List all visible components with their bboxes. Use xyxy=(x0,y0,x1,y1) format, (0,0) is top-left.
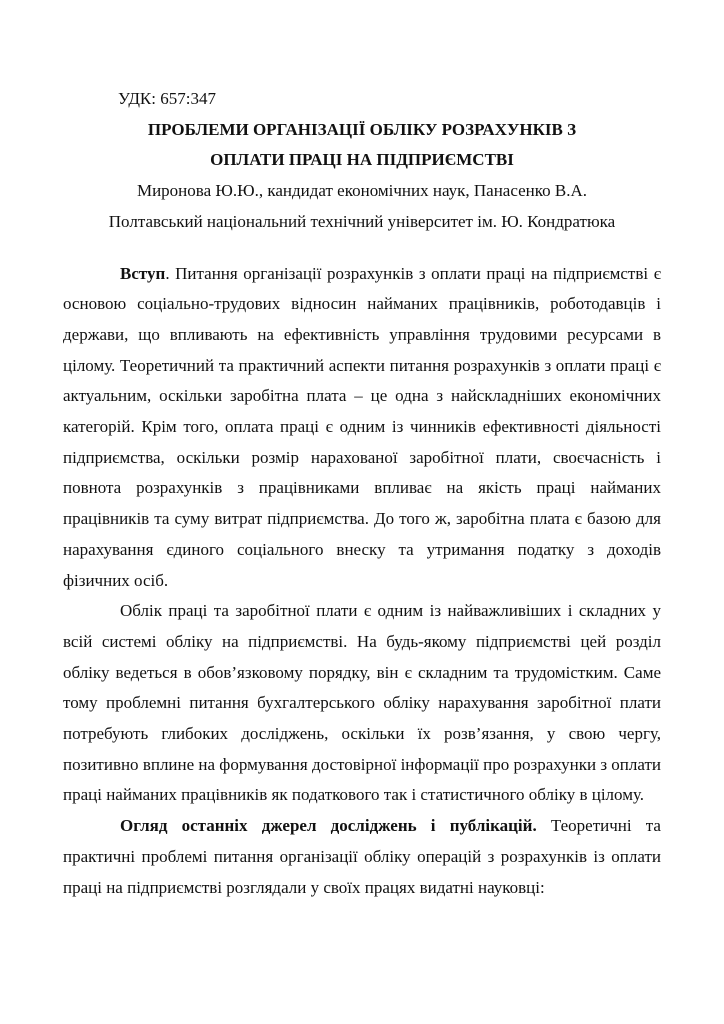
paragraph-accounting-text: Облік праці та заробітної плати є одним із найважливіших і складних у всій системі обліку на підприємстві. На будь-якому підприємстві цей розділ обліку ведеться в обов’язковому порядку, він є складним та трудомістким. Саме тому проблемні питання бухгалтерського обліку нарахування заробітної плати потребують глибоких досліджень, оскільки їх розв’язання, у свою чергу, позитивно вплине на формування достовірної інформації про розрахунки з оплати праці найманих працівників як податкового так і статистичного обліку в цілому. xyxy=(63,601,661,805)
paper-title-line1: ПРОБЛЕМИ ОРГАНІЗАЦІЇ ОБЛІКУ РОЗРАХУНКІВ З xyxy=(147,119,577,139)
paragraph-literature-review-text: Теоретичні та практичні проблемі питання організації обліку операцій з розрахунків із оплати праці на підприємстві розглядали у своїх працях видатні науковці: xyxy=(63,816,661,897)
paragraph-intro-text: . Питання організації розрахунків з оплати праці на підприємстві є основою соціально-трудових відносин найманих працівників, роботодавців і держави, що впливають на ефективність управління трудовими ресурсами в цілому. Теоретичний та практичний аспекти питання розрахунків з оплати праці є актуальним, оскільки заробітна плата – це одна з найскладніших економічних категорій. Крім того, оплата праці є одним із чинників ефективності діяльності підприємства, оскільки розмір нарахованої заробітної плати, своєчасність і повнота розрахунків з працівниками впливає на якість праці найманих працівників та суму витрат підприємства. До того ж, заробітна плата є базою для нарахування єдиного соціального внеску та утримання податку з доходів фізичних осіб. xyxy=(63,263,661,590)
paragraph-accounting xyxy=(63,596,661,811)
paragraph-intro xyxy=(63,259,661,597)
paper-title xyxy=(63,115,661,176)
authors-line: Миронова Ю.Ю., кандидат економічних наук, Панасенко В.А. xyxy=(136,181,588,201)
paragraph-intro-lead: Вступ xyxy=(120,263,166,283)
paragraph-literature-review xyxy=(63,811,661,903)
article-body xyxy=(63,259,661,904)
affiliation-line: Полтавський національний технічний університет ім. Ю. Кондратюка xyxy=(108,211,616,231)
udc-line: УДК: 657:347 xyxy=(118,89,216,108)
paper-title-line2: ОПЛАТИ ПРАЦІ НА ПІДПРИЄМСТВІ xyxy=(210,150,514,170)
paragraph-literature-review-lead: Огляд останніх джерел досліджень і публікацій. xyxy=(120,816,537,836)
